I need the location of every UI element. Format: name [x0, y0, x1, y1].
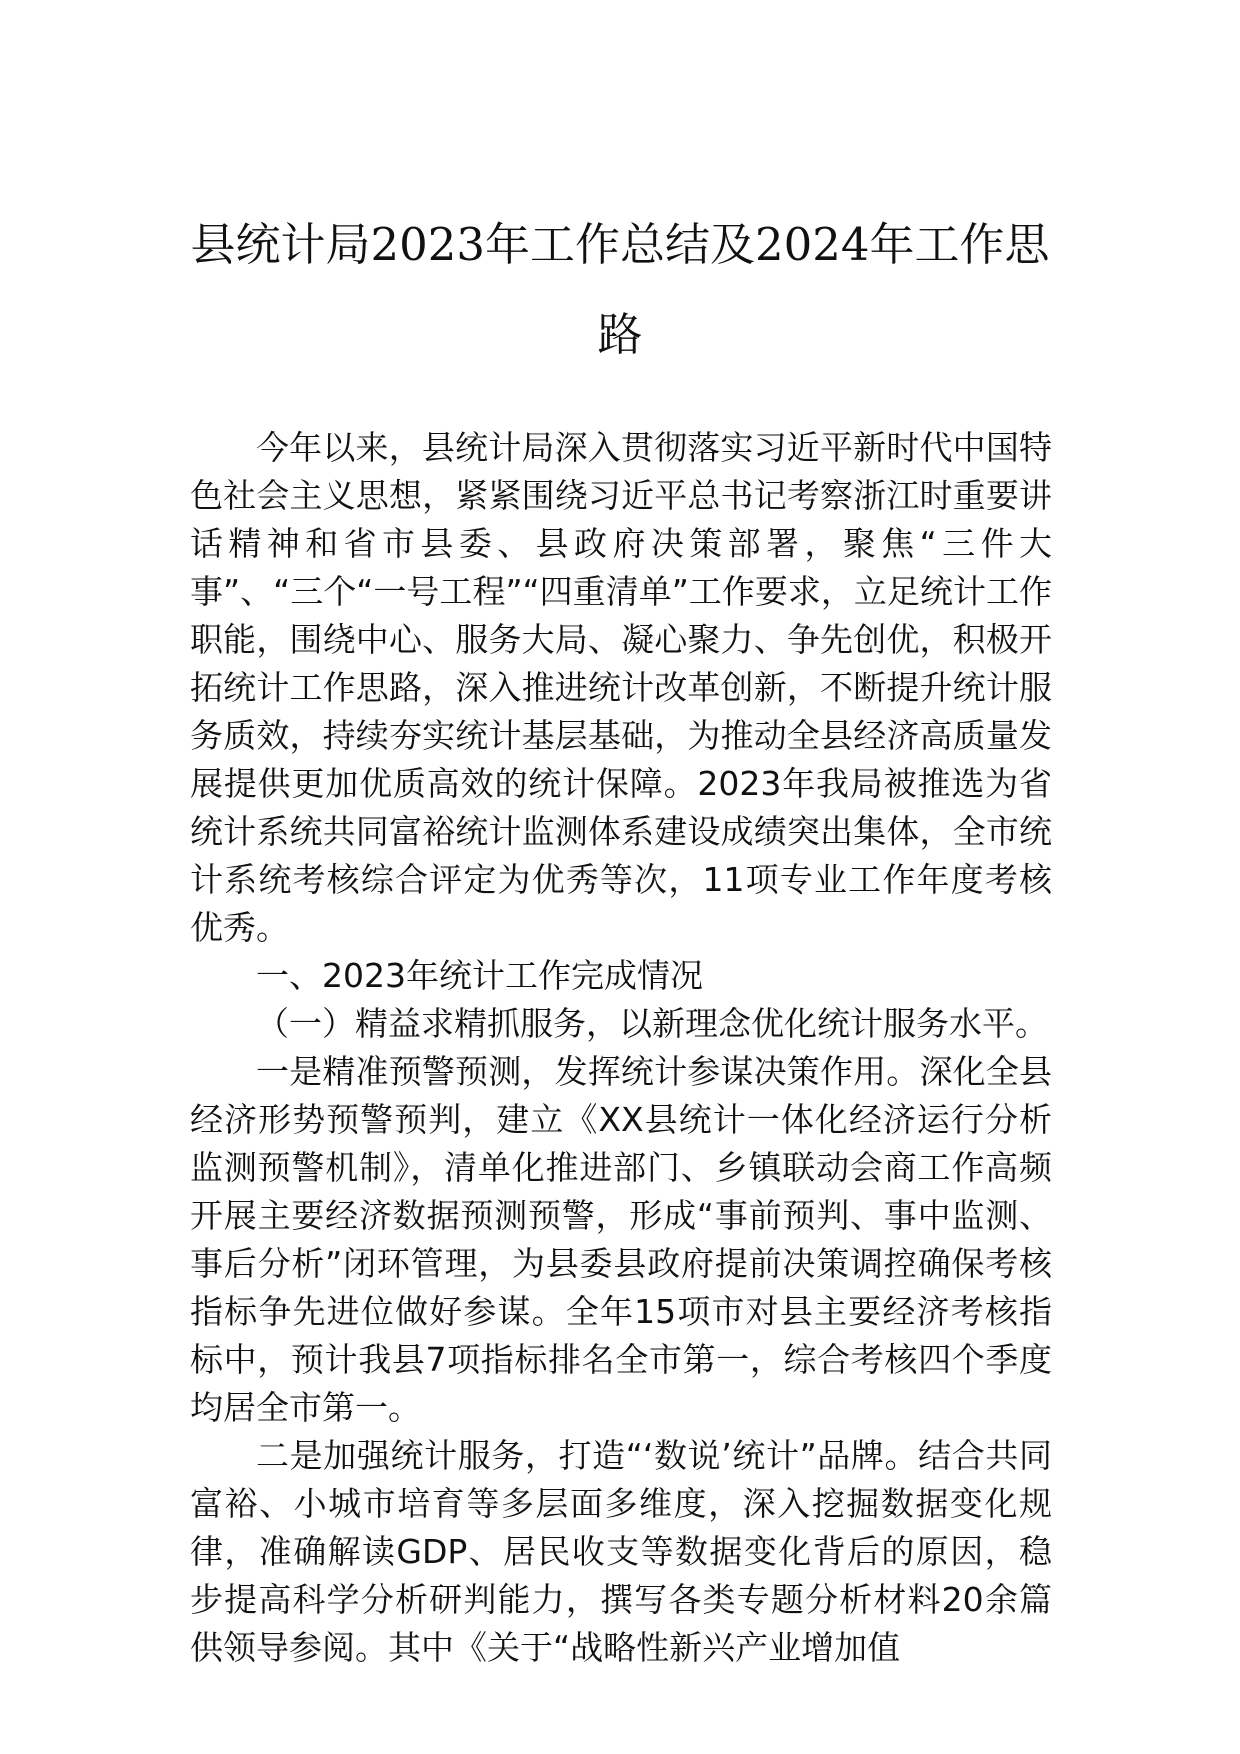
- subsection-heading: （一）精益求精抓服务，以新理念优化统计服务水平。: [256, 1004, 1048, 1043]
- document-title-line-2: 路: [597, 308, 643, 361]
- body-paragraph: 二是加强统计服务，打造“‘数说’统计”品牌。结合共同富裕、小城市培育等多层面多维度，深入挖掘数据变化规律，准确解读GDP、居民收支等数据变化背后的原因，稳步提高科学分析研判能力，撰写各类专题分析材料20余篇供领导参阅。其中《关于“战略性新兴产业增加值: [190, 1436, 1052, 1667]
- document-title-line-1: 县统计局2023年工作总结及2024年工作思: [190, 218, 1050, 271]
- document-body: [190, 424, 1052, 1672]
- body-paragraph: 一是精准预警预测，发挥统计参谋决策作用。深化全县经济形势预警预判，建立《XX县统计一体化经济运行分析监测预警机制》，清单化推进部门、乡镇联动会商工作高频开展主要经济数据预测预警，形成“事前预判、事中监测、事后分析”闭环管理，为县委县政府提前决策调控确保考核指标争先进位做好参谋。全年15项市对县主要经济考核指标中，预计我县7项指标排名全市第一，综合考核四个季度均居全市第一。: [190, 1052, 1052, 1427]
- section-heading: 一、2023年统计工作完成情况: [256, 956, 703, 995]
- intro-paragraph: 今年以来，县统计局深入贯彻落实习近平新时代中国特色社会主义思想，紧紧围绕习近平总书记考察浙江时重要讲话精神和省市县委、县政府决策部署，聚焦“三件大事”、“三个“一号工程”“四重清单”工作要求，立足统计工作职能，围绕中心、服务大局、凝心聚力、争先创优，积极开拓统计工作思路，深入推进统计改革创新，不断提升统计服务质效，持续夯实统计基层基础，为推动全县经济高质量发展提供更加优质高效的统计保障。2023年我局被推选为省统计系统共同富裕统计监测体系建设成绩突出集体，全市统计系统考核综合评定为优秀等次，11项专业工作年度考核优秀。: [190, 428, 1052, 947]
